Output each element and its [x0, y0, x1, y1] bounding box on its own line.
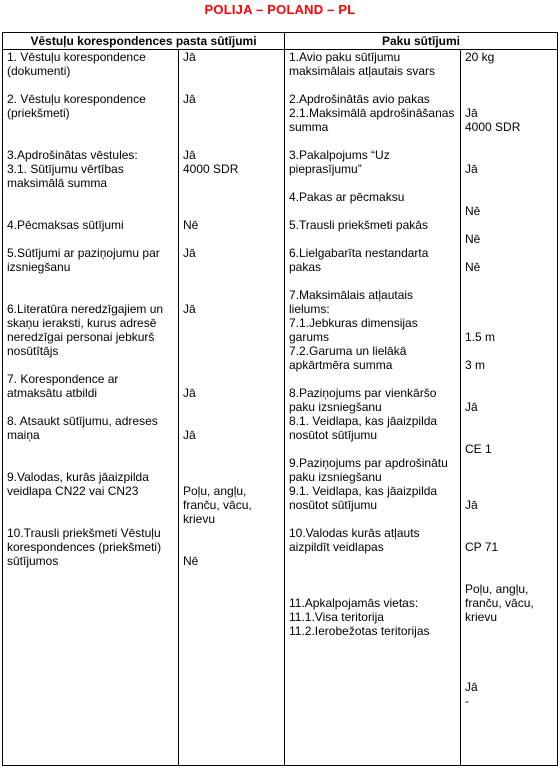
letters-item-8-value: Jā: [183, 428, 196, 442]
letters-item-10-value: Nē: [183, 554, 199, 568]
parcels-item-8-label: 8.Paziņojums par vienkāršo paku izsniegšanu: [289, 386, 437, 414]
letters-item-2-label: 2. Vēstuļu korespondence (priekšmeti): [7, 92, 146, 120]
parcels-item-11-2-value: -: [465, 694, 469, 708]
parcels-item-10-label: 10.Valodas kurās atļauts aizpildīt veidlapas: [289, 526, 420, 554]
page-title: POLIJA – POLAND – PL: [204, 2, 356, 17]
letters-values-column: [179, 50, 285, 766]
parcels-labels-column: [285, 50, 461, 766]
parcels-item-11-2-label: 11.2.Ierobežotas teritorijas: [289, 624, 430, 638]
letters-item-3-label: 3.Apdrošinātas vēstules:: [7, 148, 138, 162]
letters-item-4-label: 4.Pēcmaksas sūtījumi: [7, 218, 124, 232]
letters-item-3-1-label: 3.1. Sūtījumu vērtības maksimālā summa: [7, 162, 124, 190]
parcels-item-2-label: 2.Apdrošinātās avio pakas: [289, 92, 430, 106]
parcels-header: Paku sūtījumi: [285, 33, 558, 50]
parcels-item-7-2-value: 3 m: [465, 358, 486, 372]
parcels-item-6-value: Nē: [465, 260, 481, 274]
parcels-item-3-value: Jā: [465, 162, 478, 176]
parcels-item-4-label: 4.Pakas ar pēcmaksu: [289, 190, 405, 204]
letters-item-8-label: 8. Atsaukt sūtījumu, adreses maiņa: [7, 414, 158, 442]
letters-item-7-label: 7. Korespondence ar atmaksātu atbildi: [7, 372, 119, 400]
table-header-row: [3, 33, 558, 50]
parcels-item-2-value: Jā: [465, 106, 478, 120]
letters-item-7-value: Jā: [183, 386, 196, 400]
parcels-item-1-label: 1.Avio paku sūtījumu maksimālais atļautais svars: [289, 50, 436, 78]
letters-item-4-value: Nē: [183, 218, 199, 232]
letters-item-3-1-value: 4000 SDR: [183, 162, 239, 176]
letters-item-6-label: 6.Literatūra neredzīgajiem un skaņu ieraksti, kurus adresē neredzīgai personai jebkurš nosūtītājs: [7, 302, 164, 358]
parcels-item-9-1-value: CP 71: [465, 540, 499, 554]
parcels-item-1-value: 20 kg: [465, 50, 495, 64]
parcels-item-11-1-label: 11.1.Visa teritorija: [289, 610, 384, 624]
parcels-item-8-1-value: CE 1: [465, 442, 492, 456]
parcels-item-8-value: Jā: [465, 400, 478, 414]
letters-item-1-label: 1. Vēstuļu korespondence (dokumenti): [7, 50, 146, 78]
letters-item-10-label: 10.Trausli priekšmeti Vēstuļu korespondences (priekšmeti) sūtījumos: [7, 526, 162, 568]
parcels-item-3-label: 3.Pakalpojums “Uz pieprasījumu”: [289, 148, 390, 176]
letters-item-5-label: 5.Sūtījumi ar paziņojumu par izsniegšanu: [7, 246, 160, 274]
parcels-values-column: [461, 50, 558, 766]
services-table: [2, 32, 558, 766]
letters-labels-column: [3, 50, 179, 766]
parcels-item-2-1-value: 4000 SDR: [465, 120, 521, 134]
parcels-item-9-label: 9.Paziņojums par apdrošinātu paku izsniegšanu: [289, 456, 448, 484]
parcels-item-11-label: 11.Apkalpojamās vietas:: [289, 596, 419, 610]
parcels-item-10-value: Poļu, angļu, franču, vācu, krievu: [465, 582, 534, 624]
parcels-item-8-1-label: 8.1. Veidlapa, kas jāaizpilda nosūtot sūtījumu: [289, 414, 438, 442]
letters-item-9-label: 9.Valodas, kurās jāaizpilda veidlapa CN22 vai CN23: [7, 470, 149, 498]
letters-item-6-value: Jā: [183, 302, 196, 316]
parcels-item-7-1-label: 7.1.Jebkuras dimensijas garums: [289, 316, 418, 344]
parcels-item-5-value: Nē: [465, 232, 481, 246]
parcels-item-4-value: Nē: [465, 204, 481, 218]
letters-item-2-value: Jā: [183, 92, 196, 106]
parcels-item-7-2-label: 7.2.Garuma un lielākā apkārtmēra summa: [289, 344, 407, 372]
parcels-item-2-1-label: 2.1.Maksimālā apdrošināšanas summa: [289, 106, 455, 134]
parcels-item-6-label: 6.Lielgabarīta nestandarta pakas: [289, 246, 429, 274]
parcels-item-9-1-label: 9.1. Veidlapa, kas jāaizpilda nosūtot sūtījumu: [289, 484, 438, 512]
letters-item-5-value: Jā: [183, 246, 196, 260]
table-body-row: [3, 50, 558, 766]
letters-item-3-value: Jā: [183, 148, 196, 162]
letters-header: Vēstuļu korespondences pasta sūtījumi: [3, 33, 285, 50]
letters-item-9-value: Poļu, angļu, franču, vācu, krievu: [183, 484, 252, 526]
letters-item-1-value: Jā: [183, 50, 196, 64]
parcels-item-5-label: 5.Trausli priekšmeti pakās: [289, 218, 428, 232]
parcels-item-9-value: Jā: [465, 498, 478, 512]
parcels-item-11-1-value: Jā: [465, 680, 478, 694]
parcels-item-7-label: 7.Maksimālais atļautais lielums:: [289, 288, 414, 316]
parcels-item-7-1-value: 1.5 m: [465, 330, 496, 344]
